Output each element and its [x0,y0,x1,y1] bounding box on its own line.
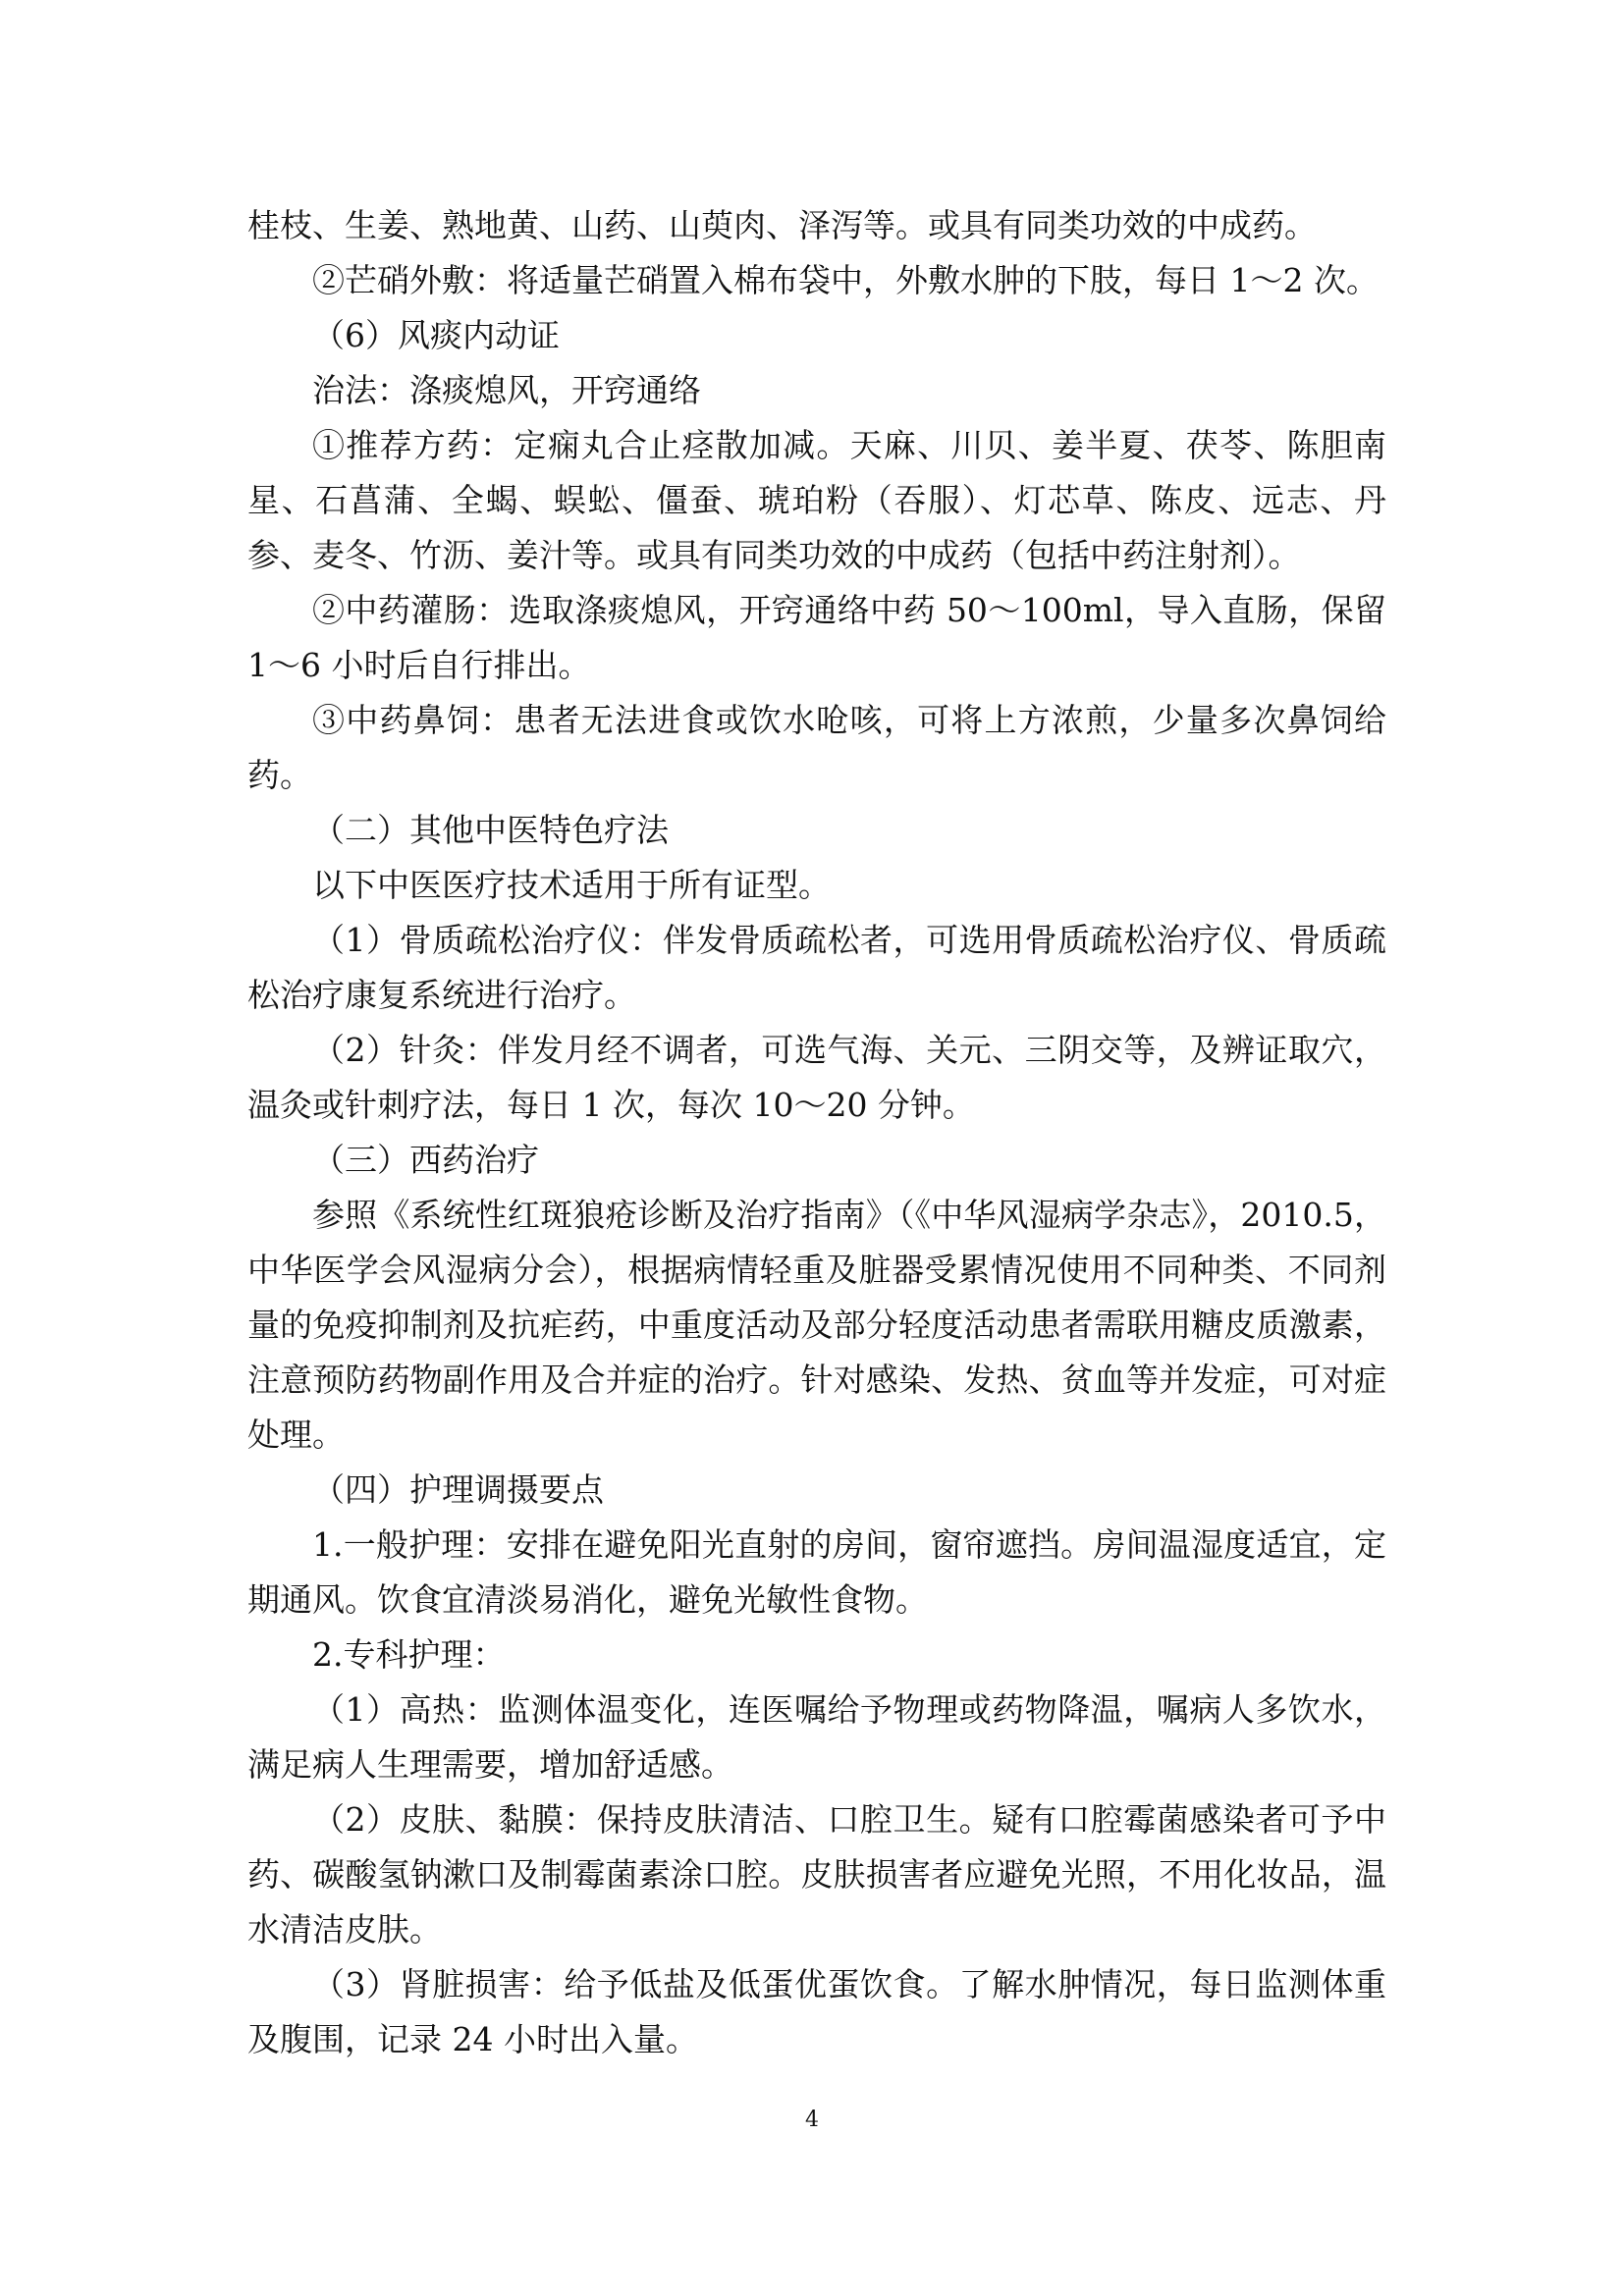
paragraph: 以下中医医疗技术适用于所有证型。 [312,866,831,904]
page-number: 4 [805,2108,819,2132]
paragraph: （3）肾脏损害：给予低盐及低蛋优蛋饮食。了解水肿情况，每日监测体重及腹围，记录 24 小时出入量。 [247,1965,1386,2058]
paragraph: ②芒硝外敷：将适量芒硝置入棉布袋中，外敷水肿的下肢，每日 1～2 次。 [312,261,1379,299]
paragraph: （2）针灸：伴发月经不调者，可选气海、关元、三阴交等，及辨证取穴，温灸或针刺疗法，每日 1 次，每次 10～20 分钟。 [247,1031,1386,1124]
paragraph: 桂枝、生姜、熟地黄、山药、山萸肉、泽泻等。或具有同类功效的中成药。 [247,206,1317,244]
paragraph: 1.一般护理：安排在避免阳光直射的房间，窗帘遮挡。房间温湿度适宜，定期通风。饮食宜清淡易消化，避免光敏性食物。 [247,1525,1386,1619]
section-heading: （三）西药治疗 [312,1141,539,1179]
paragraph: （1）高热：监测体温变化，连医嘱给予物理或药物降温，嘱病人多饮水，满足病人生理需要，增加舒适感。 [247,1690,1386,1784]
paragraph: ②中药灌肠：选取涤痰熄风，开窍通络中药 50～100ml，导入直肠，保留 1～6 小时后自行排出。 [247,591,1386,684]
paragraph: （2）皮肤、黏膜：保持皮肤清洁、口腔卫生。疑有口腔霉菌感染者可予中药、碳酸氢钠漱口及制霉菌素涂口腔。皮肤损害者应避免光照，不用化妆品，温水清洁皮肤。 [247,1800,1386,1949]
document-body [247,198,1386,2067]
section-heading: （四）护理调摄要点 [312,1470,604,1509]
paragraph: （1）骨质疏松治疗仪：伴发骨质疏松者，可选用骨质疏松治疗仪、骨质疏松治疗康复系统进行治疗。 [247,921,1386,1014]
section-heading: （二）其他中医特色疗法 [312,811,669,849]
paragraph: 参照《系统性红斑狼疮诊断及治疗指南》（《中华风湿病学杂志》，2010.5，中华医学会风湿病分会），根据病情轻重及脏器受累情况使用不同种类、不同剂量的免疫抑制剂及抗疟药，中重度活动及部分轻度活动患者需联用糖皮质激素，注意预防药物副作用及合并症的治疗。针对感染、发热、贫血等并发症，可对症处理。 [247,1196,1386,1454]
paragraph: 治法：涤痰熄风，开窍通络 [312,371,701,409]
paragraph: 2.专科护理： [312,1635,506,1674]
section-heading: （6）风痰内动证 [312,316,560,354]
paragraph: ①推荐方药：定痫丸合止痉散加减。天麻、川贝、姜半夏、茯苓、陈胆南星、石菖蒲、全蝎、蜈蚣、僵蚕、琥珀粉（吞服）、灯芯草、陈皮、远志、丹参、麦冬、竹沥、姜汁等。或具有同类功效的中成药（包括中药注射剂）。 [247,426,1386,574]
paragraph: ③中药鼻饲：患者无法进食或饮水呛咳，可将上方浓煎，少量多次鼻饲给药。 [247,701,1386,794]
